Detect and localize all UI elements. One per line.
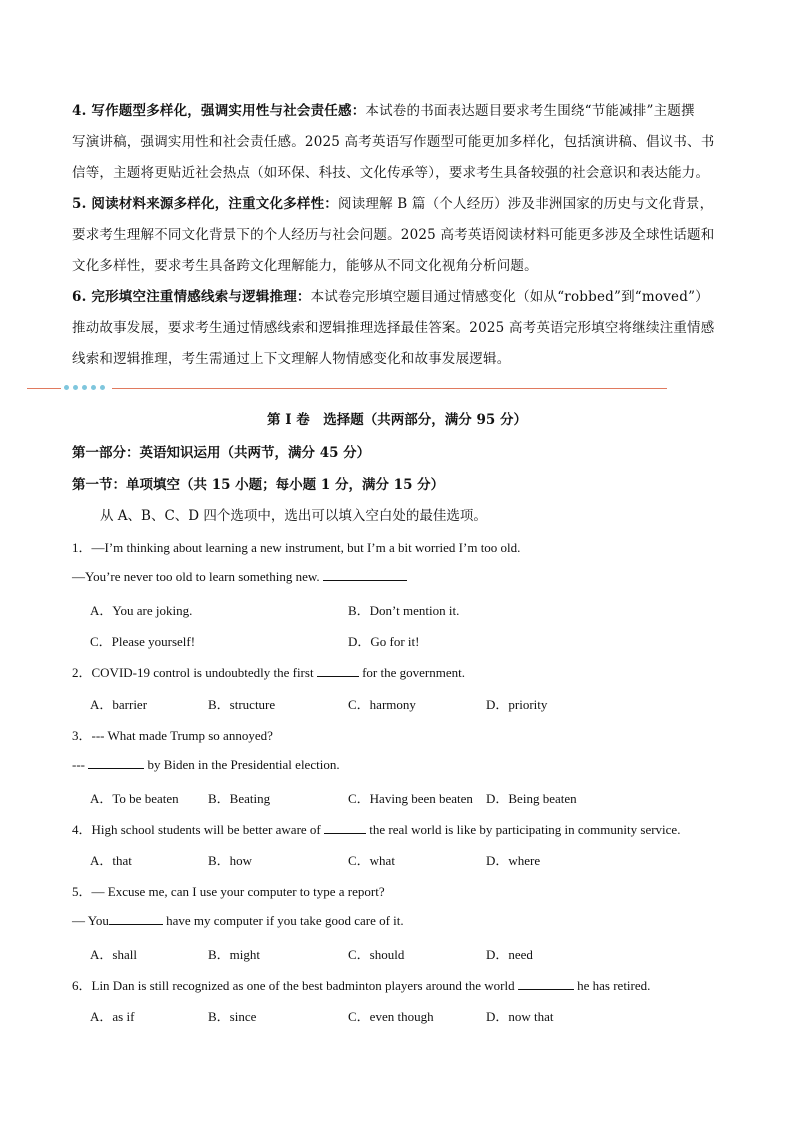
option-d[interactable]: D．now that <box>486 1009 554 1024</box>
analysis-text: 推动故事发展，要求考生通过情感线索和逻辑推理选择最佳答案。2025 高考英语完形填空将继续注重情感 <box>72 320 715 336</box>
answer-blank[interactable] <box>88 756 144 769</box>
question-3-reply <box>72 756 340 773</box>
divider-dot <box>64 385 69 390</box>
option-c[interactable]: C．should <box>348 947 405 962</box>
option-d[interactable]: D．need <box>486 947 533 962</box>
analysis-point-heading: 4. 写作题型多样化，强调实用性与社会责任感： <box>72 103 366 119</box>
question-3-options-row <box>90 788 730 808</box>
analysis-point-4 <box>72 96 734 189</box>
option-c[interactable]: C．Please yourself! <box>90 634 196 649</box>
subsection-title: 第一节：单项填空（共 15 小题；每小题 1 分，满分 15 分） <box>72 477 445 493</box>
question-5-stem <box>72 881 385 900</box>
divider-dot <box>100 385 105 390</box>
option-b[interactable]: B．might <box>208 947 261 962</box>
analysis-text: 本试卷的书面表达题目要求考生围绕“节能减排”主题撰 <box>365 103 695 119</box>
question-5-options-row <box>90 944 730 964</box>
option-b[interactable]: B．Beating <box>208 791 271 806</box>
divider-line <box>112 388 667 389</box>
option-a[interactable]: A．barrier <box>90 697 148 712</box>
option-b[interactable]: B．since <box>208 1009 257 1024</box>
option-d[interactable]: D．priority <box>486 697 548 712</box>
question-text: 6．Lin Dan is still recognized as one of the best badminton players around the world <box>72 978 518 993</box>
question-3-stem <box>72 725 273 744</box>
analysis-section <box>72 96 734 375</box>
option-b[interactable]: B．structure <box>208 697 276 712</box>
section-divider <box>27 383 667 395</box>
question-4-options-row <box>90 850 730 870</box>
question-5-reply <box>72 912 404 929</box>
question-text: have my computer if you take good care of it. <box>162 913 404 928</box>
answer-blank[interactable] <box>109 912 163 925</box>
option-a[interactable]: A．shall <box>90 947 137 962</box>
question-text: 5．— Excuse me, can I use your computer to type a report? <box>72 884 385 899</box>
question-1-reply <box>72 568 407 585</box>
option-a[interactable]: A．To be beaten <box>90 791 179 806</box>
question-text: 1．—I’m thinking about learning a new instrument, but I’m a bit worried I’m too old. <box>72 540 521 555</box>
question-6-options-row <box>90 1006 730 1026</box>
option-d[interactable]: D．Being beaten <box>486 791 577 806</box>
option-a[interactable]: A．You are joking. <box>90 603 193 618</box>
analysis-text: 线索和逻辑推理，考生需通过上下文理解人物情感变化和故事发展逻辑。 <box>72 351 511 367</box>
analysis-point-heading: 6. 完形填空注重情感线索与逻辑推理： <box>72 289 311 305</box>
analysis-text: 要求考生理解不同文化背景下的个人经历与社会问题。2025 高考英语阅读材料可能更多涉及全球性话题和 <box>72 227 715 243</box>
analysis-text: 信等，主题将更贴近社会热点（如环保、科技、文化传承等），要求考生具备较强的社会意识和表达能力。 <box>72 165 710 181</box>
part-title: 第一部分：英语知识运用（共两节，满分 45 分） <box>72 445 371 461</box>
divider-dot <box>91 385 96 390</box>
option-b[interactable]: B．how <box>208 853 253 868</box>
option-a[interactable]: A．that <box>90 853 132 868</box>
analysis-text: 本试卷完形填空题目通过情感变化（如从“robbed”到“moved”） <box>310 289 709 305</box>
analysis-point-6 <box>72 282 734 375</box>
question-text: 3．--- What made Trump so annoyed? <box>72 728 273 743</box>
option-c[interactable]: C．Having been beaten <box>348 791 473 806</box>
divider-line <box>27 388 61 389</box>
option-d[interactable]: D．Go for it! <box>348 634 420 649</box>
question-1-options-row <box>90 600 730 620</box>
analysis-text: 文化多样性，要求考生具备跨文化理解能力，能够从不同文化视角分析问题。 <box>72 258 538 274</box>
question-text: for the government. <box>358 665 465 680</box>
analysis-text: 阅读理解 B 篇（个人经历）涉及非洲国家的历史与文化背景， <box>338 196 714 212</box>
section-title: 第 I 卷 选择题（共两部分，满分 95 分） <box>267 412 527 428</box>
question-2-options-row <box>90 694 730 714</box>
option-b[interactable]: B．Don’t mention it. <box>348 603 460 618</box>
question-6-stem <box>72 975 650 994</box>
option-c[interactable]: C．even though <box>348 1009 434 1024</box>
question-text: --- <box>72 757 89 772</box>
question-4-stem <box>72 819 680 838</box>
answer-blank[interactable] <box>323 568 407 581</box>
question-text: 2．COVID-19 control is undoubtedly the first <box>72 665 317 680</box>
divider-dot <box>82 385 87 390</box>
option-a[interactable]: A．as if <box>90 1009 135 1024</box>
question-text: he has retired. <box>573 978 651 993</box>
question-text: — You <box>72 913 109 928</box>
divider-dot <box>73 385 78 390</box>
question-1-stem <box>72 537 520 556</box>
answer-blank[interactable] <box>518 977 574 990</box>
question-text: 4．High school students will be better aware of <box>72 822 324 837</box>
divider-dots <box>64 385 105 390</box>
question-1-options-row <box>90 631 730 651</box>
answer-blank[interactable] <box>317 664 359 677</box>
question-text: the real world is like by participating in community service. <box>366 822 681 837</box>
question-text: —You’re never too old to learn something new. <box>72 569 323 584</box>
option-c[interactable]: C．harmony <box>348 697 416 712</box>
analysis-point-heading: 5. 阅读材料来源多样化，注重文化多样性： <box>72 196 338 212</box>
answer-blank[interactable] <box>324 821 366 834</box>
option-d[interactable]: D．where <box>486 853 541 868</box>
question-2-stem <box>72 662 465 681</box>
question-text: by Biden in the Presidential election. <box>144 757 340 772</box>
analysis-text: 写演讲稿，强调实用性和社会责任感。2025 高考英语写作题型可能更加多样化，包括演讲稿、倡议书、书 <box>72 134 715 150</box>
instruction: 从 A、B、C、D 四个选项中，选出可以填入空白处的最佳选项。 <box>100 508 487 524</box>
analysis-point-5 <box>72 189 734 282</box>
option-c[interactable]: C．what <box>348 853 395 868</box>
